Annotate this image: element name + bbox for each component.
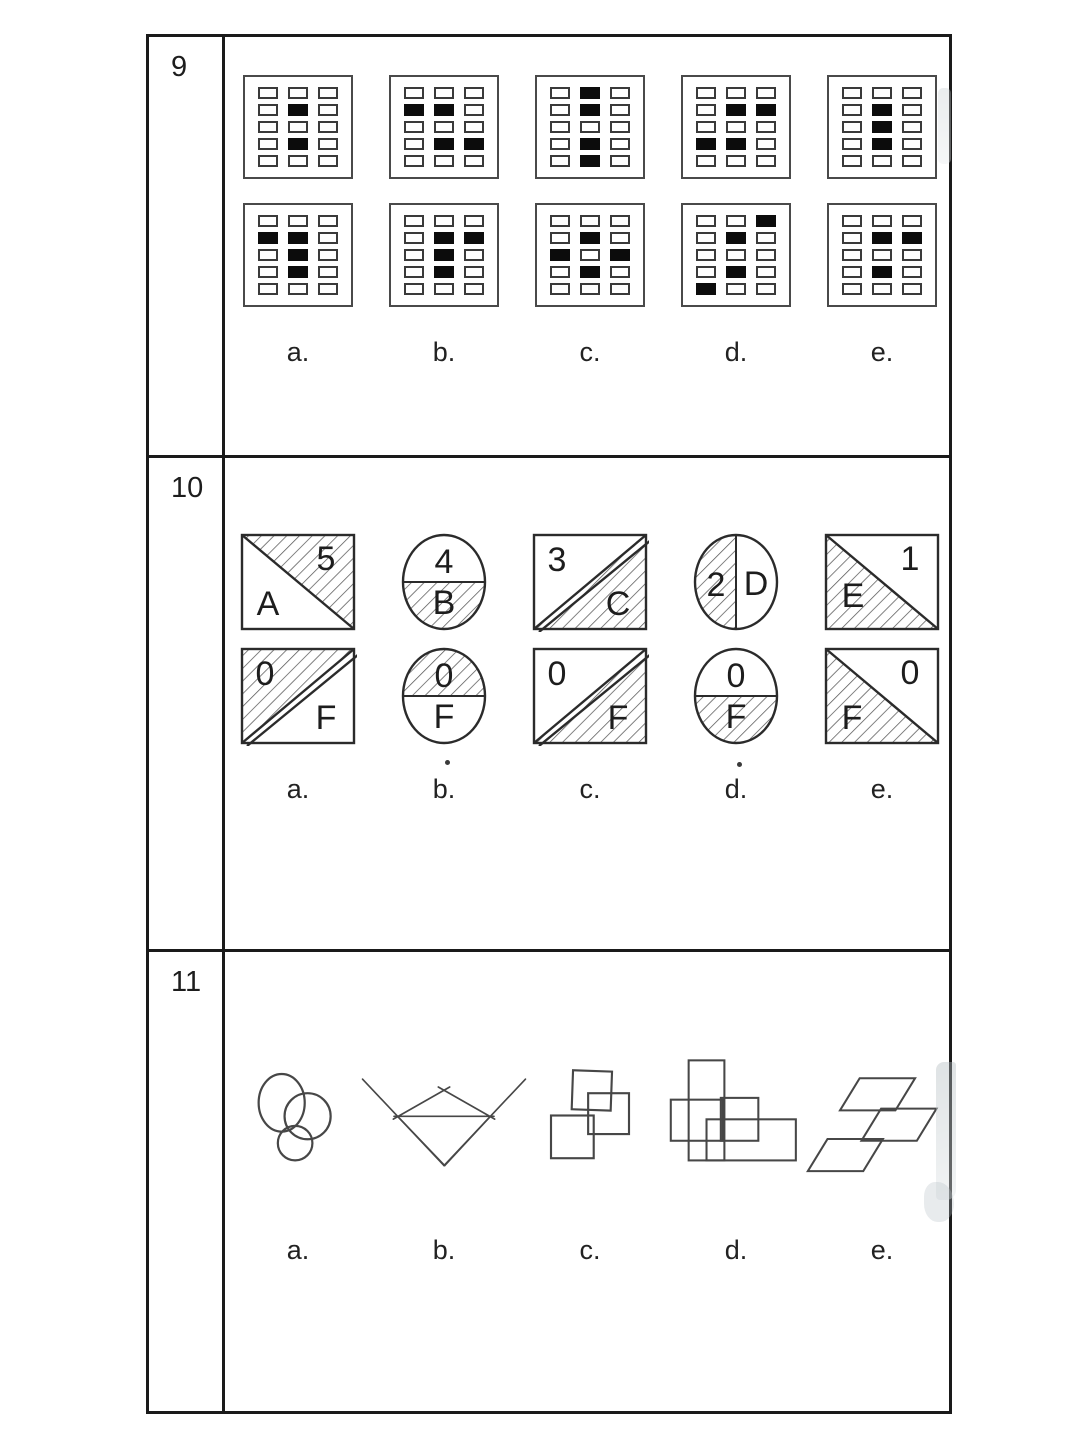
- question-row-9: [149, 37, 949, 455]
- q11-option-label-e: e.: [870, 1235, 894, 1265]
- q10-option-figure-svg-d: [677, 646, 795, 746]
- q9-sequence-grid-5: [827, 75, 937, 179]
- grid-cell: [696, 215, 716, 227]
- grid-cell: [318, 155, 338, 167]
- grid-cell: [902, 104, 922, 116]
- grid-cell: [288, 155, 308, 167]
- q10-option-figures: [225, 646, 955, 746]
- grid-cell: [580, 155, 600, 167]
- grid-cell: [550, 215, 570, 227]
- svg-text:4: 4: [434, 543, 454, 581]
- grid-cell: [756, 215, 776, 227]
- grid-cell: [288, 232, 308, 244]
- grid-cell: [902, 138, 922, 150]
- question-row-10: [149, 455, 949, 949]
- q11-option-label-d: d.: [724, 1235, 748, 1265]
- grid-cell: [872, 266, 892, 278]
- question-number-10: 10: [149, 458, 225, 949]
- q9-option-labels: [225, 337, 955, 368]
- grid-cell: [696, 266, 716, 278]
- grid-cell: [696, 232, 716, 244]
- svg-text:C: C: [605, 585, 631, 623]
- grid-cell: [404, 215, 424, 227]
- grid-cell: [318, 121, 338, 133]
- q10-option-figure-c: [531, 646, 649, 746]
- grid-cell: [872, 215, 892, 227]
- q10-option-labels: [225, 774, 955, 805]
- grid-cell: [842, 232, 862, 244]
- question-table: [146, 34, 952, 1414]
- grid-cell: [434, 155, 454, 167]
- grid-cell: [756, 155, 776, 167]
- svg-text:B: B: [432, 584, 456, 622]
- grid-cell: [550, 232, 570, 244]
- q10-option-label-d: d.: [724, 774, 748, 804]
- question-9-content: [225, 37, 955, 455]
- q11-option-figures: [225, 1054, 955, 1189]
- q10-option-figure-svg-c: [531, 646, 649, 746]
- q11-option-figure-a-three-overlapping-circles: [250, 1068, 346, 1176]
- q9-option-grid-b: [389, 203, 499, 307]
- q9-option-grid-d: [681, 203, 791, 307]
- grid-cell: [404, 87, 424, 99]
- grid-cell: [726, 121, 746, 133]
- grid-cell: [902, 249, 922, 261]
- grid-cell: [464, 266, 484, 278]
- grid-cell: [872, 232, 892, 244]
- svg-text:2: 2: [706, 566, 726, 604]
- q10-option-figure-svg-b: [385, 646, 503, 746]
- grid-cell: [610, 249, 630, 261]
- svg-text:E: E: [841, 577, 865, 615]
- grid-cell: [434, 232, 454, 244]
- grid-cell: [902, 121, 922, 133]
- grid-cell: [318, 232, 338, 244]
- grid-cell: [550, 249, 570, 261]
- svg-text:0: 0: [726, 657, 746, 695]
- grid-cell: [842, 104, 862, 116]
- q9-option-grids: [225, 203, 955, 307]
- q9-option-grid-a: [243, 203, 353, 307]
- q11-option-figure-e-three-overlapping-parallelograms: [806, 1055, 958, 1189]
- q9-sequence-grid-4: [681, 75, 791, 179]
- grid-cell: [318, 87, 338, 99]
- svg-text:D: D: [743, 565, 769, 603]
- q10-option-figure-svg-a: [239, 646, 357, 746]
- question-10-content: [225, 458, 955, 949]
- q10-sequence-figure-4: [677, 532, 795, 632]
- q9-sequence-grid-1: [243, 75, 353, 179]
- grid-cell: [610, 215, 630, 227]
- grid-cell: [550, 138, 570, 150]
- grid-cell: [872, 138, 892, 150]
- svg-text:F: F: [725, 698, 747, 736]
- grid-cell: [434, 266, 454, 278]
- grid-cell: [696, 138, 716, 150]
- q11-option-figure-b-overlapping-triangles-star: [358, 1072, 530, 1172]
- grid-cell: [404, 121, 424, 133]
- grid-cell: [464, 121, 484, 133]
- grid-cell: [696, 155, 716, 167]
- grid-cell: [464, 232, 484, 244]
- grid-cell: [756, 249, 776, 261]
- grid-cell: [610, 121, 630, 133]
- grid-cell: [288, 138, 308, 150]
- grid-cell: [318, 138, 338, 150]
- q10-sequence-figure-svg-4: [677, 532, 795, 632]
- grid-cell: [434, 249, 454, 261]
- svg-text:0: 0: [434, 657, 454, 695]
- grid-cell: [288, 87, 308, 99]
- grid-cell: [258, 121, 278, 133]
- q10-sequence-figure-svg-3: [531, 532, 649, 632]
- grid-cell: [258, 87, 278, 99]
- q9-option-label-c: c.: [579, 337, 601, 367]
- grid-cell: [756, 87, 776, 99]
- grid-cell: [404, 155, 424, 167]
- grid-cell: [902, 266, 922, 278]
- grid-cell: [842, 87, 862, 99]
- q11-option-label-c: c.: [579, 1235, 601, 1265]
- grid-cell: [610, 266, 630, 278]
- svg-text:0: 0: [255, 655, 275, 693]
- q9-option-grid-e: [827, 203, 937, 307]
- grid-cell: [872, 283, 892, 295]
- scan-dot: [445, 760, 450, 765]
- grid-cell: [842, 283, 862, 295]
- svg-text:F: F: [841, 699, 863, 737]
- grid-cell: [872, 104, 892, 116]
- grid-cell: [580, 232, 600, 244]
- q10-option-figure-d: [677, 646, 795, 746]
- grid-cell: [404, 138, 424, 150]
- grid-cell: [464, 104, 484, 116]
- grid-cell: [696, 249, 716, 261]
- grid-cell: [726, 104, 746, 116]
- grid-cell: [318, 249, 338, 261]
- q9-sequence-grids: [225, 75, 955, 179]
- grid-cell: [550, 104, 570, 116]
- q10-option-label-e: e.: [870, 774, 894, 804]
- grid-cell: [726, 87, 746, 99]
- q10-sequence-figure-svg-5: [823, 532, 941, 632]
- q9-option-label-a: a.: [286, 337, 310, 367]
- grid-cell: [872, 155, 892, 167]
- svg-text:F: F: [433, 698, 455, 736]
- grid-cell: [258, 138, 278, 150]
- question-11-content: [225, 952, 955, 1411]
- grid-cell: [318, 283, 338, 295]
- scan-dot: [737, 762, 742, 767]
- q11-option-figure-c-three-overlapping-squares: [538, 1065, 642, 1179]
- grid-cell: [580, 87, 600, 99]
- grid-cell: [842, 249, 862, 261]
- grid-cell: [404, 266, 424, 278]
- svg-text:A: A: [256, 585, 280, 623]
- svg-text:0: 0: [900, 654, 920, 692]
- grid-cell: [258, 232, 278, 244]
- q11-option-figure-d-overlapping-rectangles: [660, 1055, 812, 1189]
- grid-cell: [610, 87, 630, 99]
- grid-cell: [258, 249, 278, 261]
- q10-sequence-figures: [225, 532, 955, 632]
- grid-cell: [404, 249, 424, 261]
- grid-cell: [580, 104, 600, 116]
- grid-cell: [756, 232, 776, 244]
- svg-text:3: 3: [547, 541, 567, 579]
- grid-cell: [580, 249, 600, 261]
- q9-option-label-e: e.: [870, 337, 894, 367]
- grid-cell: [318, 104, 338, 116]
- svg-text:1: 1: [900, 540, 920, 578]
- q10-sequence-figure-svg-1: [239, 532, 357, 632]
- grid-cell: [696, 87, 716, 99]
- q10-option-label-c: c.: [579, 774, 601, 804]
- grid-cell: [726, 232, 746, 244]
- q11-option-label-a: a.: [286, 1235, 310, 1265]
- grid-cell: [464, 138, 484, 150]
- q10-option-figure-a: [239, 646, 357, 746]
- grid-cell: [404, 283, 424, 295]
- q10-sequence-figure-5: [823, 532, 941, 632]
- grid-cell: [610, 155, 630, 167]
- grid-cell: [610, 232, 630, 244]
- grid-cell: [288, 249, 308, 261]
- grid-cell: [872, 249, 892, 261]
- grid-cell: [902, 155, 922, 167]
- grid-cell: [726, 266, 746, 278]
- q10-sequence-figure-2: [385, 532, 503, 632]
- grid-cell: [756, 138, 776, 150]
- grid-cell: [580, 283, 600, 295]
- q10-option-label-b: b.: [432, 774, 456, 804]
- grid-cell: [550, 121, 570, 133]
- grid-cell: [550, 155, 570, 167]
- grid-cell: [696, 104, 716, 116]
- grid-cell: [580, 266, 600, 278]
- grid-cell: [404, 104, 424, 116]
- question-number-11: 11: [149, 952, 225, 1411]
- grid-cell: [696, 283, 716, 295]
- grid-cell: [434, 138, 454, 150]
- q10-option-figure-e: [823, 646, 941, 746]
- grid-cell: [610, 104, 630, 116]
- grid-cell: [318, 266, 338, 278]
- grid-cell: [580, 138, 600, 150]
- grid-cell: [434, 215, 454, 227]
- q9-sequence-grid-3: [535, 75, 645, 179]
- grid-cell: [842, 121, 862, 133]
- grid-cell: [842, 138, 862, 150]
- grid-cell: [258, 266, 278, 278]
- grid-cell: [550, 87, 570, 99]
- q9-option-grid-c: [535, 203, 645, 307]
- svg-text:5: 5: [316, 540, 336, 578]
- question-number-9: 9: [149, 37, 225, 455]
- grid-cell: [902, 215, 922, 227]
- q9-option-label-d: d.: [724, 337, 748, 367]
- grid-cell: [434, 283, 454, 295]
- grid-cell: [726, 249, 746, 261]
- q10-option-figure-b: [385, 646, 503, 746]
- svg-text:F: F: [607, 699, 629, 737]
- grid-cell: [288, 104, 308, 116]
- grid-cell: [258, 104, 278, 116]
- grid-cell: [288, 215, 308, 227]
- grid-cell: [902, 232, 922, 244]
- q9-option-label-b: b.: [432, 337, 456, 367]
- grid-cell: [580, 215, 600, 227]
- grid-cell: [464, 215, 484, 227]
- grid-cell: [696, 121, 716, 133]
- grid-cell: [318, 215, 338, 227]
- grid-cell: [464, 249, 484, 261]
- grid-cell: [842, 266, 862, 278]
- grid-cell: [726, 155, 746, 167]
- grid-cell: [404, 232, 424, 244]
- grid-cell: [842, 155, 862, 167]
- grid-cell: [756, 104, 776, 116]
- q10-sequence-figure-svg-2: [385, 532, 503, 632]
- grid-cell: [902, 87, 922, 99]
- q10-option-figure-svg-e: [823, 646, 941, 746]
- grid-cell: [258, 155, 278, 167]
- grid-cell: [550, 283, 570, 295]
- grid-cell: [580, 121, 600, 133]
- grid-cell: [464, 155, 484, 167]
- grid-cell: [756, 283, 776, 295]
- grid-cell: [288, 266, 308, 278]
- grid-cell: [610, 138, 630, 150]
- q10-sequence-figure-1: [239, 532, 357, 632]
- grid-cell: [434, 87, 454, 99]
- grid-cell: [434, 121, 454, 133]
- grid-cell: [902, 283, 922, 295]
- grid-cell: [756, 266, 776, 278]
- grid-cell: [464, 87, 484, 99]
- q10-sequence-figure-3: [531, 532, 649, 632]
- q11-option-labels: [225, 1235, 955, 1266]
- q9-sequence-grid-2: [389, 75, 499, 179]
- question-row-11: [149, 949, 949, 1411]
- grid-cell: [726, 138, 746, 150]
- grid-cell: [258, 283, 278, 295]
- svg-text:0: 0: [547, 655, 567, 693]
- grid-cell: [842, 215, 862, 227]
- grid-cell: [434, 104, 454, 116]
- grid-cell: [872, 121, 892, 133]
- grid-cell: [464, 283, 484, 295]
- grid-cell: [288, 121, 308, 133]
- grid-cell: [258, 215, 278, 227]
- grid-cell: [872, 87, 892, 99]
- grid-cell: [756, 121, 776, 133]
- grid-cell: [550, 266, 570, 278]
- svg-text:F: F: [315, 699, 337, 737]
- grid-cell: [288, 283, 308, 295]
- grid-cell: [726, 215, 746, 227]
- grid-cell: [610, 283, 630, 295]
- grid-cell: [726, 283, 746, 295]
- q11-option-label-b: b.: [432, 1235, 456, 1265]
- q10-option-label-a: a.: [286, 774, 310, 804]
